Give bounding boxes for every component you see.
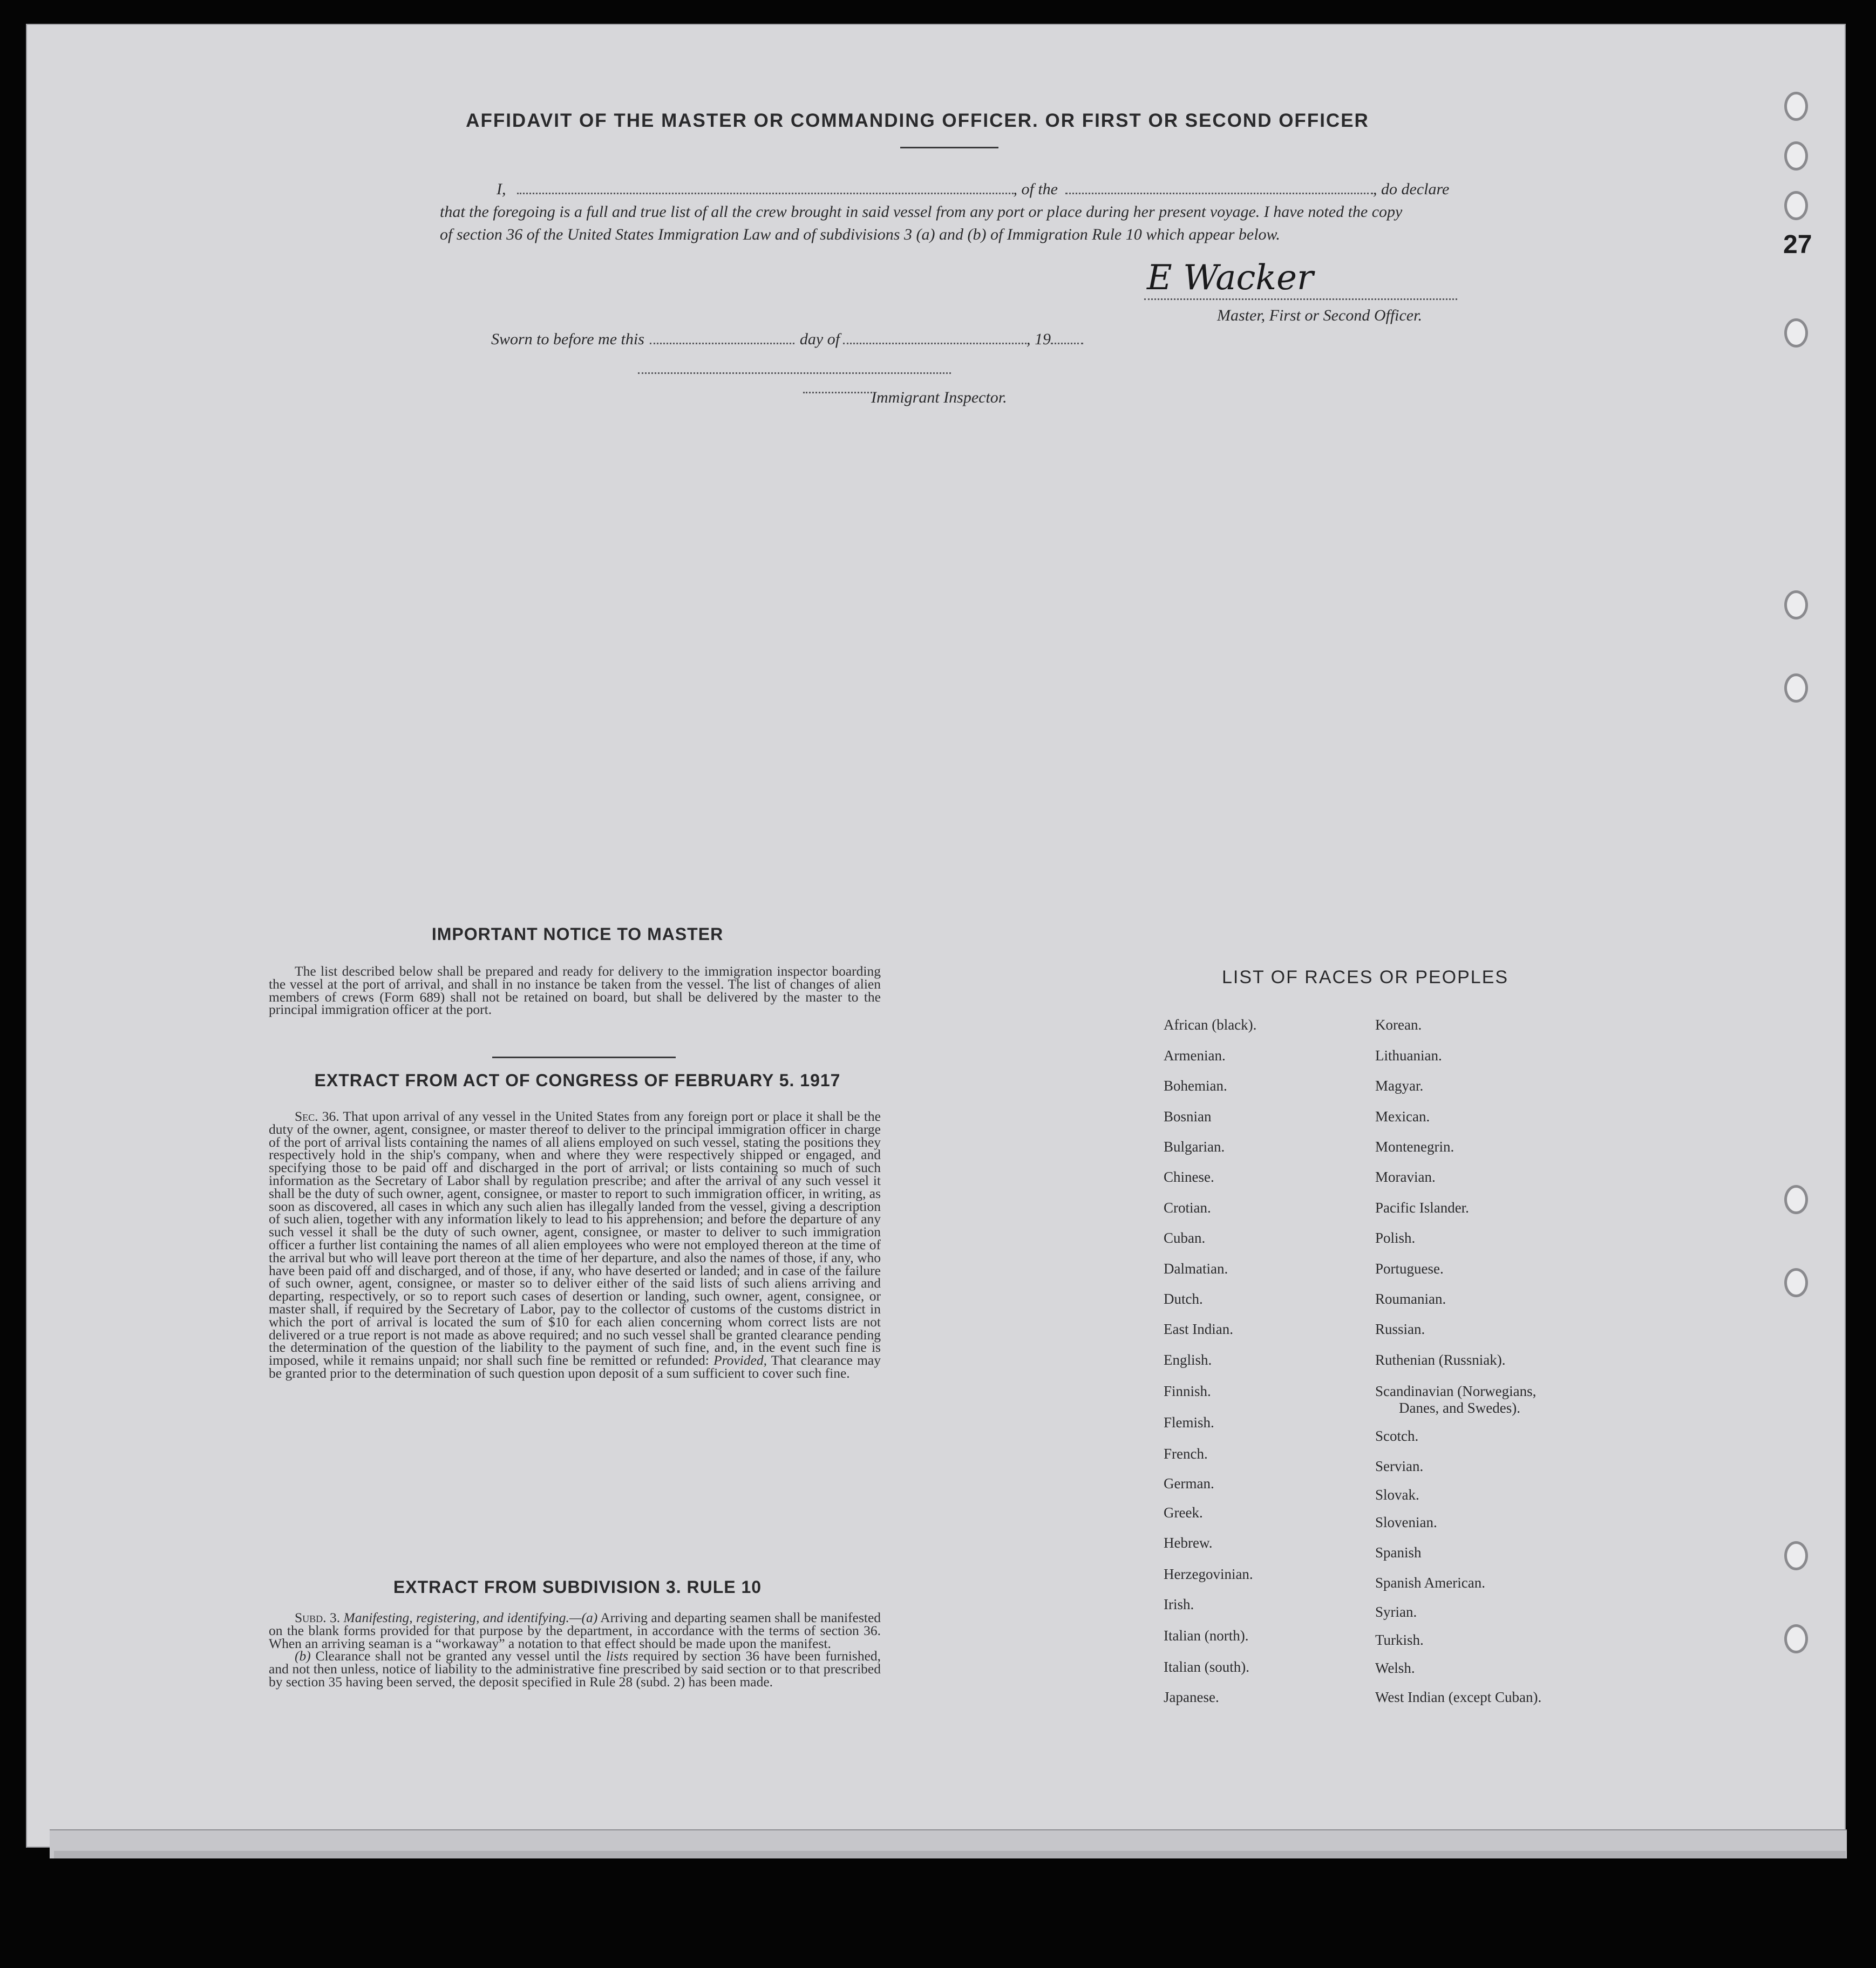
race-item: Servian.: [1375, 1458, 1424, 1474]
race-item: Spanish American.: [1375, 1575, 1485, 1591]
sworn-day-of: day of: [799, 330, 840, 348]
race-item: Herzegovinian.: [1164, 1566, 1253, 1582]
subd-title: Manifesting, registering, and identifying.—(a): [343, 1610, 598, 1625]
rule-para-a: [269, 1611, 881, 1650]
race-item: Armenian.: [1164, 1047, 1226, 1064]
declaration-line-3: of section 36 of the United States Immigration Law and of subdivisions 3 (a) and (b) of Immigration Rule 10 which appear below.: [440, 226, 1280, 243]
para-b-text-1: Clearance shall not be granted any vessel until the: [315, 1648, 602, 1664]
page-edge-shadow: [54, 1851, 1846, 1858]
para-a-text: Arriving and departing seamen shall be manifested on the blank forms provided for that purpose by the department, in accordance with the terms of section 36. When an arriving seaman is a “workaway” a notation to that effect should be made upon the manifest.: [269, 1610, 881, 1651]
race-item: Polish.: [1375, 1230, 1416, 1246]
binder-hole: [1784, 1268, 1808, 1297]
act-text: That upon arrival of any vessel in the United States from any foreign port or place it shall be the duty of the owner, agent, consignee, or master thereof to deliver to the principal immigration officer in charge of the port of arrival lists containing the names of all aliens employed on such vessel, stating the positions they respectively hold in the ship's company, when and where they were respectively shipped or engaged, and specifying those to be paid off and discharged in the port of arrival; or lists containing so much of such information as the Secretary of Labor shall by regulation prescribe; and after the arrival of any such vessel it shall be the duty of such owner, agent, consignee, or master to report to such immigration officer, in writing, as soon as discovered, all cases in which any such alien has illegally landed from the vessel, giving a description of such alien, together with any information likely to lead to his apprehension; and before the departure of any such vessel it shall be the duty of such owner, agent, consignee, or master to deliver to such immigration officer a further list containing the names of all alien employees who were not employed thereon at the time of the arrival but who will leave port thereon at the time of her departure, and also the names of those, if any, who have been paid off and discharged, and of those, if any, who have deserted or landed; and in case of the failure of such owner, agent, consignee, or master so to deliver either of the said lists of such aliens arriving and departing, respectively, or so to report such cases of desertion or landing, such owner, agent, consignee, or master shall, if required by the Secretary of Labor, pay to the collector of customs of the customs district in which the port of arrival is located the sum of $10 for each alien concerning whom correct lists are not delivered or a true report is not made as above required; and no such vessel shall be granted clearance pending the determination of the question of the liability to the payment of such fine, and, in the event such fine is imposed, while it remains unpaid; nor shall such fine be remitted or refunded:: [269, 1108, 881, 1368]
race-item: Finnish.: [1164, 1383, 1211, 1399]
inspector-dotted-lead: [803, 392, 872, 393]
signature-line[interactable]: [1144, 298, 1457, 300]
binder-hole: [1784, 92, 1808, 121]
rule-body: [269, 1611, 881, 1688]
race-item: Irish.: [1164, 1596, 1194, 1612]
race-item: Chinese.: [1164, 1169, 1214, 1185]
signature-caption: Master, First or Second Officer.: [1217, 307, 1422, 324]
affidavit-title: AFFIDAVIT OF THE MASTER OR COMMANDING OFFICER. OR FIRST OR SECOND OFFICER: [466, 110, 1369, 131]
sworn-line: [491, 330, 1083, 349]
race-item: Scotch.: [1375, 1428, 1419, 1444]
act-body: [269, 1110, 881, 1380]
race-item: Bohemian.: [1164, 1078, 1227, 1094]
race-item: Crotian.: [1164, 1200, 1211, 1216]
act-text-end: That clearance may be granted prior to the determination of such question upon deposit of a sum sufficient to cover such fine.: [269, 1352, 881, 1381]
para-b-label: (b): [295, 1648, 311, 1664]
sworn-month-blank[interactable]: [843, 332, 1027, 344]
race-item: Russian.: [1375, 1321, 1425, 1337]
binder-hole: [1784, 318, 1808, 348]
declaration-do-declare: , do declare: [1373, 180, 1450, 198]
race-item: Slovenian.: [1375, 1514, 1437, 1530]
subd-label: Subd. 3.: [295, 1610, 341, 1625]
sworn-year: , 19: [1027, 330, 1051, 348]
binder-hole: [1784, 590, 1808, 619]
race-item: Pacific Islander.: [1375, 1200, 1469, 1216]
race-item: Italian (south).: [1164, 1659, 1249, 1675]
race-item: Dutch.: [1164, 1291, 1203, 1307]
provided-label: Provided,: [713, 1352, 767, 1368]
declaration-line-1: [497, 180, 1449, 199]
race-item: Spanish: [1375, 1544, 1422, 1561]
declaration-of-the: , of the: [1013, 180, 1058, 198]
title-underline: [900, 147, 998, 148]
notice-divider: [492, 1057, 676, 1058]
notice-heading: IMPORTANT NOTICE TO MASTER: [431, 924, 724, 944]
sworn-day-blank[interactable]: [650, 332, 794, 344]
race-item: Magyar.: [1375, 1078, 1424, 1094]
race-item: German.: [1164, 1475, 1214, 1492]
race-item: Cuban.: [1164, 1230, 1206, 1246]
binder-hole: [1784, 191, 1808, 220]
declaration-line-2: that the foregoing is a full and true list of all the crew brought in said vessel from any port or place during her present voyage. I have noted the copy: [440, 203, 1403, 221]
race-item: Greek.: [1164, 1504, 1203, 1521]
race-item: Mexican.: [1375, 1108, 1430, 1125]
race-item: Danes, and Swedes).: [1399, 1400, 1520, 1416]
race-item: English.: [1164, 1352, 1212, 1368]
race-item: Slovak.: [1375, 1487, 1419, 1503]
notice-text: The list described below shall be prepared and ready for delivery to the immigration inspector boarding the vessel at the port of arrival, and shall in no instance be taken from the vessel. The list of changes of alien members of crews (Form 689) shall not be retained on board, but shall be delivered by the master to the principal immigration officer at the port.: [269, 963, 881, 1018]
race-item: Flemish.: [1164, 1414, 1214, 1431]
race-item: Bosnian: [1164, 1108, 1212, 1125]
sworn-text: Sworn to before me this: [491, 330, 644, 348]
sec-label: Sec. 36.: [295, 1108, 339, 1124]
para-b-text-2: required by section 36 have been furnished, and not then unless, notice of liability to the administrative fine prescribed by said section or to that prescribed by section 35 having been served, the deposit specified in Rule 28 (subd. 2) has been made.: [269, 1648, 881, 1690]
race-item: Italian (north).: [1164, 1627, 1249, 1644]
master-signature: E Wacker: [1147, 258, 1314, 298]
race-item: Japanese.: [1164, 1689, 1219, 1705]
race-item: Moravian.: [1375, 1169, 1436, 1185]
race-item: French.: [1164, 1446, 1208, 1462]
race-item: Syrian.: [1375, 1604, 1417, 1620]
race-item: African (black).: [1164, 1017, 1257, 1033]
race-item: East Indian.: [1164, 1321, 1233, 1337]
race-item: Dalmatian.: [1164, 1261, 1228, 1277]
race-item: Welsh.: [1375, 1660, 1415, 1676]
frame-number: 27: [1783, 230, 1812, 259]
race-item: Montenegrin.: [1375, 1139, 1454, 1155]
race-item: Portuguese.: [1375, 1261, 1444, 1277]
vessel-blank[interactable]: [1065, 182, 1373, 194]
act-paragraph: [269, 1110, 881, 1380]
name-blank[interactable]: [517, 182, 1014, 194]
para-b-lists: lists: [606, 1648, 629, 1664]
inspector-caption: Immigrant Inspector.: [871, 389, 1007, 406]
binder-hole: [1784, 1541, 1808, 1570]
race-item: Lithuanian.: [1375, 1047, 1442, 1064]
race-item: Turkish.: [1375, 1632, 1424, 1648]
binder-hole: [1784, 673, 1808, 703]
races-title: LIST OF RACES OR PEOPLES: [1222, 967, 1509, 988]
inspector-signature-line[interactable]: [638, 372, 951, 374]
binder-hole: [1784, 1185, 1808, 1214]
race-item: Ruthenian (Russniak).: [1375, 1352, 1506, 1368]
declaration-i: I,: [497, 180, 506, 198]
binder-hole: [1784, 141, 1808, 171]
race-item: Bulgarian.: [1164, 1139, 1225, 1155]
race-item: Korean.: [1375, 1017, 1422, 1033]
race-item: West Indian (except Cuban).: [1375, 1689, 1542, 1705]
notice-body: [269, 965, 881, 1016]
race-item: Roumanian.: [1375, 1291, 1446, 1307]
binder-hole: [1784, 1624, 1808, 1653]
race-item: Hebrew.: [1164, 1535, 1213, 1551]
rule-para-b: [269, 1650, 881, 1688]
act-heading: EXTRACT FROM ACT OF CONGRESS OF FEBRUARY 5. 1917: [314, 1071, 841, 1090]
race-item: Scandinavian (Norwegians,: [1375, 1383, 1537, 1399]
rule-heading: EXTRACT FROM SUBDIVISION 3. RULE 10: [393, 1577, 762, 1597]
sworn-year-blank[interactable]: [1051, 332, 1083, 344]
